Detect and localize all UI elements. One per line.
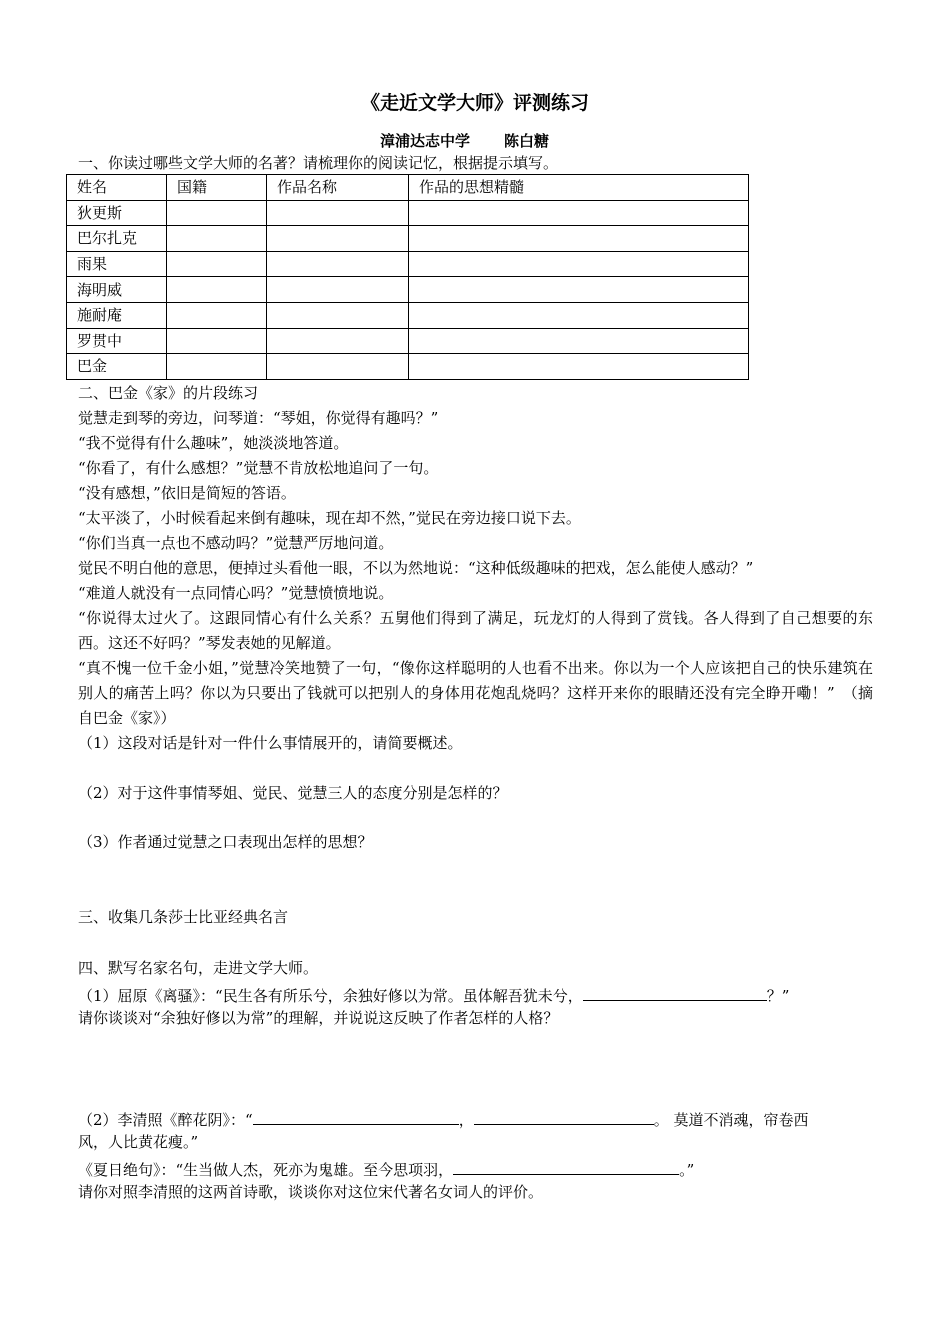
q4-sub2-comma: ， <box>458 1111 474 1129</box>
table-row <box>67 200 749 226</box>
table-row <box>67 354 749 380</box>
q4-heading: 四、默写名家名句，走进文学大师。 <box>78 959 319 977</box>
dialogue-line: 觉慧走到琴的旁边，问琴道：“琴姐，你觉得有趣吗？” <box>78 409 439 427</box>
dialogue-line: “我不觉得有什么趣味”，她淡淡地答道。 <box>78 434 349 452</box>
q4-sub1-text: （1）屈原《离骚》：“民生各有所乐兮，余独好修以为常。虽体解吾犹未兮， <box>78 987 583 1005</box>
q4-sub2 <box>78 1107 809 1130</box>
author-line <box>380 130 549 151</box>
author-cell: 巴金 <box>67 354 167 380</box>
author-school: 漳浦达志中学 <box>380 132 471 150</box>
table-row <box>67 277 749 303</box>
work-cell[interactable] <box>267 302 409 328</box>
header-name: 姓名 <box>67 175 167 201</box>
essence-cell[interactable] <box>409 302 749 328</box>
author-cell: 雨果 <box>67 251 167 277</box>
nationality-cell[interactable] <box>167 200 267 226</box>
dialogue-line: 觉民不明白他的意思，便掉过头看他一眼，不以为然地说：“这种低级趣味的把戏，怎么能使人感动？” <box>78 559 754 577</box>
fill-blank[interactable] <box>583 983 767 1001</box>
author-cell: 施耐庵 <box>67 302 167 328</box>
q4-sub2-end: 风，人比黄花瘦。” <box>78 1133 199 1151</box>
essence-cell[interactable] <box>409 200 749 226</box>
author-cell: 巴尔扎克 <box>67 226 167 252</box>
table-row <box>67 226 749 252</box>
author-name: 陈白糖 <box>504 132 550 150</box>
dialogue-paragraph: “真不愧一位千金小姐，”觉慧冷笑地赞了一句，“像你这样聪明的人也看不出来。你以为一个人应该把自己的快乐建筑在别人的痛苦上吗？你以为只要出了钱就可以把别人的身体用花炮乱烧吗？这样开来你的眼睛还没有完全睁开嘞！” （摘自巴金《家》） <box>78 659 873 727</box>
nationality-cell[interactable] <box>167 302 267 328</box>
table-row <box>67 251 749 277</box>
work-cell[interactable] <box>267 200 409 226</box>
fill-blank[interactable] <box>474 1107 654 1125</box>
fill-blank[interactable] <box>253 1107 459 1125</box>
nationality-cell[interactable] <box>167 277 267 303</box>
work-cell[interactable] <box>267 354 409 380</box>
essence-cell[interactable] <box>409 328 749 354</box>
q1-prompt: 一、你读过哪些文学大师的名著？请梳理你的阅读记忆，根据提示填写。 <box>78 154 559 172</box>
work-cell[interactable] <box>267 226 409 252</box>
work-cell[interactable] <box>267 277 409 303</box>
q4-sub2-cont: 。 莫道不消魂，帘卷西 <box>653 1111 809 1129</box>
q4-sub1 <box>78 983 789 1006</box>
nationality-cell[interactable] <box>167 251 267 277</box>
nationality-cell[interactable] <box>167 226 267 252</box>
authors-table <box>66 174 749 380</box>
dialogue-line: “你看了，有什么感想？”觉慧不肯放松地追问了一句。 <box>78 459 439 477</box>
nationality-cell[interactable] <box>167 354 267 380</box>
q2-heading: 二、巴金《家》的片段练习 <box>78 384 259 402</box>
fill-blank[interactable] <box>453 1157 679 1175</box>
dialogue-line: “你们当真一点也不感动吗？”觉慧严厉地问道。 <box>78 534 394 552</box>
header-nationality: 国籍 <box>167 175 267 201</box>
work-cell[interactable] <box>267 251 409 277</box>
dialogue-paragraph: “你说得太过火了。这跟同情心有什么关系？五舅他们得到了满足，玩龙灯的人得到了赏钱。各人得到了自己想要的东西。这还不好吗？”琴发表她的见解道。 <box>78 609 873 652</box>
q4-sub4: 请你对照李清照的这两首诗歌，谈谈你对这位宋代著名女词人的评价。 <box>78 1183 544 1201</box>
author-cell: 罗贯中 <box>67 328 167 354</box>
q4-sub2-text: （2）李清照《醉花阴》：“ <box>78 1111 253 1129</box>
essence-cell[interactable] <box>409 251 749 277</box>
q3-heading: 三、收集几条莎士比亚经典名言 <box>78 908 289 926</box>
table-row <box>67 302 749 328</box>
q4-sub3 <box>78 1157 694 1180</box>
dialogue-line: “没有感想，”依旧是简短的答语。 <box>78 484 296 502</box>
page-title: 《走近文学大师》评测练习 <box>360 92 589 114</box>
dialogue-line: “太平淡了，小时候看起来倒有趣味，现在却不然，”觉民在旁边接口说下去。 <box>78 509 581 527</box>
author-cell: 狄更斯 <box>67 200 167 226</box>
q4-sub1-end: ？” <box>766 987 790 1005</box>
header-essence: 作品的思想精髓 <box>409 175 749 201</box>
essence-cell[interactable] <box>409 277 749 303</box>
nationality-cell[interactable] <box>167 328 267 354</box>
essence-cell[interactable] <box>409 354 749 380</box>
q4-sub3-text: 《夏日绝句》：“生当做人杰，死亦为鬼雄。至今思项羽， <box>78 1161 454 1179</box>
q2-sub2: （2）对于这件事情琴姐、觉民、觉慧三人的态度分别是怎样的？ <box>78 784 508 802</box>
author-cell: 海明威 <box>67 277 167 303</box>
q2-sub3: （3）作者通过觉慧之口表现出怎样的思想？ <box>78 833 373 851</box>
essence-cell[interactable] <box>409 226 749 252</box>
q4-sub3-end: 。” <box>679 1161 695 1179</box>
q4-sub1-question: 请你谈谈对“余独好修以为常”的理解，并说说这反映了作者怎样的人格？ <box>78 1009 559 1027</box>
dialogue-line: “难道人就没有一点同情心吗？”觉慧愤愤地说。 <box>78 584 394 602</box>
table-row <box>67 328 749 354</box>
header-work: 作品名称 <box>267 175 409 201</box>
table-header-row <box>67 175 749 201</box>
work-cell[interactable] <box>267 328 409 354</box>
q2-sub1: （1）这段对话是针对一件什么事情展开的，请简要概述。 <box>78 734 463 752</box>
